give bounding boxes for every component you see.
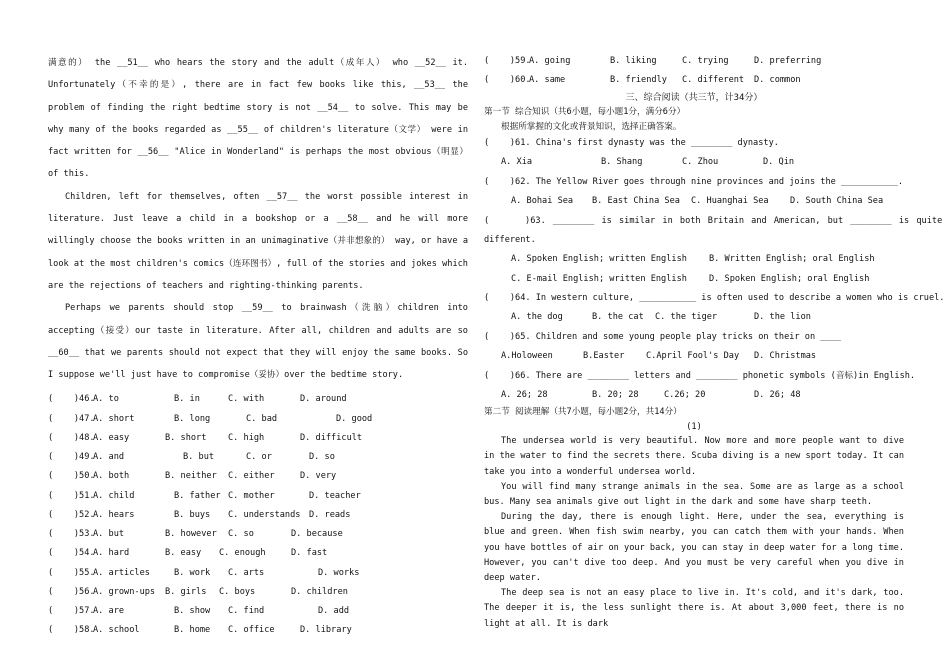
passage-paragraph-3: During the day, there is enough light. Here, under the sea, everything is blue and green. When fish swim nearby, you can catch them with your hands. When you have bottles of air on your back, you can stay in deep water for a long time. However, you can't dive too deep. And you must be very careful when you dive in deep water.	[484, 512, 904, 584]
question-49: ( )49. A. and B. but C. or D. so	[48, 452, 335, 463]
question-54: ( )54. A. hard B. easy C. enough D. fast	[48, 548, 328, 559]
passage-paragraph-1: The undersea world is very beautiful. Now more and more people want to dive in the water to find the secrets there. Scuba diving is a new sport today. It can take you into a wonderful undersea world.	[484, 436, 904, 477]
passage-number: (1)	[686, 421, 702, 432]
question-64-stem: ( )64. In western culture, ___________ is often used to describe a women who is cruel.	[484, 293, 945, 304]
question-63-stem: ( )63. ________ is similar in both Britain and American, but ________ is quite	[484, 215, 943, 226]
question-59: ( )59. A. going B. liking C. trying D. preferring	[484, 56, 822, 66]
question-50: ( )50. A. both B. neither C. either D. very	[48, 471, 337, 482]
question-65-options: A.Holoween B.Easter C.April Fool's Day D. Christmas	[501, 351, 817, 362]
question-64-options: A. the dog B. the cat C. the tiger D. the lion	[511, 312, 811, 323]
question-66-stem: ( )66. There are ________ letters and ________ phonetic symbols (音标)in English.	[484, 370, 916, 381]
question-57: ( )57. A. are B. show C. find D. add	[48, 606, 350, 617]
question-55: ( )55. A. articles B. work C. arts D. works	[48, 567, 360, 578]
question-62-stem: ( )62. The Yellow River goes through nine provinces and joins the ___________.	[484, 176, 904, 187]
section-two-title: 第二节 阅读理解（共7小题，每小题2分，共14分）	[484, 407, 682, 418]
question-63-stem-continued: different.	[484, 234, 536, 245]
passage-paragraph-2: You will find many strange animals in the sea. Some are as large as a school bus. Many sea animals give out light in the dark and some have sharp teeth.	[484, 481, 904, 508]
question-48: ( )48. A. easy B. short C. high D. difficult	[48, 432, 363, 443]
question-56: ( )56. A. grown-ups B. girls C. boys D. children	[48, 586, 348, 597]
cloze-paragraph-2: Children, left for themselves, often __57__ the worst possible interest in literature. Just leave a child in a bookshop or a __58__ and he will more willingly choose the books written in an unimaginative（并非想象的） way, or have a look at the most children's comics（连环图书）, full of the stories and jokes which are the rejections of teachers and righting-thinking parents.	[48, 191, 468, 291]
question-61-stem: ( )61. China's first dynasty was the ________ dynasty.	[484, 137, 779, 148]
question-58: ( )58. A. school B. home C. office D. library	[48, 625, 352, 636]
cloze-paragraph-3: Perhaps we parents should stop __59__ to brainwash（洗脑）children into accepting（接受）our taste in literature. After all, children and adults are so __60__ that we parents should not expect that they will enjoy the same books. So I suppose we'll just have to compromise（妥协）over the bedtime story.	[48, 303, 468, 381]
question-60: ( )60. A. same B. friendly C. different D. common	[484, 75, 801, 86]
question-51: ( )51. A. child B. father C. mother D. teacher	[48, 490, 361, 501]
section-one-title: 第一节 综合知识（共6小题，每小题1分，满分6分）	[484, 107, 686, 118]
question-46: ( )46. A. to B. in C. with D. around	[48, 394, 347, 405]
question-63-options-row1: A. Spoken English; written English B. Written English; oral English	[511, 254, 875, 265]
question-53: ( )53. A. but B. however C. so D. because	[48, 529, 343, 540]
right-column	[484, 52, 945, 632]
question-62-options: A. Bohai Sea B. East China Sea C. Huanghai Sea D. South China Sea	[511, 196, 884, 207]
question-47: ( )47. A. short B. long C. bad D. good	[48, 413, 373, 424]
left-column	[48, 52, 468, 641]
question-52: ( )52. A. hears B. buys C. understands D. reads	[48, 509, 351, 520]
cloze-paragraph-1: 满意的） the __51__ who hears the story and the adult（成年人） who __52__ it. Unfortunately（不幸的是）, there are in fact few books like this, __53__ the problem of finding the right bedtime story is not __54__ to solve. This may be why many of the books regarded as __55__ of children's literature（文学） were in fact written for __56__ "Alice in Wonderland" is perhaps the most obvious（明显）of this.	[48, 58, 468, 180]
question-66-options: A. 26; 28 B. 20; 28 C.26; 20 D. 26; 48	[501, 390, 801, 401]
section-one-instructions: 根据所掌握的文化或背景知识，选择正确答案。	[501, 121, 682, 132]
question-63-options-row2: C. E-mail English; written English D. Spoken English; oral English	[511, 273, 870, 284]
part-three-title: 三、综合阅读（共三节，计34分）	[625, 92, 763, 103]
question-65-stem: ( )65. Children and some young people play tricks on their on ____	[484, 331, 841, 342]
question-61-options: A. Xia B. Shang C. Zhou D. Qin	[501, 157, 795, 168]
cloze-question-list	[48, 390, 468, 640]
passage-paragraph-4: The deep sea is not an easy place to live in. It's cold, and it's dark, too. The deeper it is, the less sunlight there is. At about 3,000 feet, there is no light at all. It is dark	[484, 588, 904, 629]
